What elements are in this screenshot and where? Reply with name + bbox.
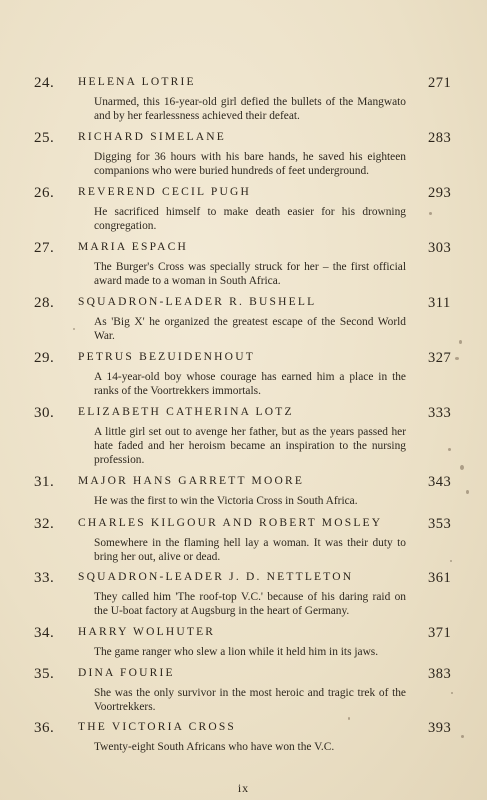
- entry-title: HELENA LOTRIE: [78, 76, 196, 88]
- entry-description: Digging for 36 hours with his bare hands, he saved his eighteen companions who were buried hundreds of feet underground.: [94, 151, 406, 177]
- entry-number: 26.: [34, 185, 55, 201]
- entry-page-number: 333: [428, 405, 452, 421]
- paper-speck: [459, 340, 462, 344]
- entry-title: HARRY WOLHUTER: [78, 626, 216, 638]
- entry-page-number: 311: [428, 295, 451, 311]
- entry-title: PETRUS BEZUIDENHOUT: [78, 351, 255, 363]
- paper-speck: [348, 717, 350, 720]
- entry-description: He sacrificed himself to make death easier for his drowning congregation.: [94, 206, 406, 232]
- paper-speck: [466, 490, 469, 494]
- entry-description: The game ranger who slew a lion while it held him in its jaws.: [94, 646, 379, 658]
- paper-speck: [73, 328, 75, 330]
- entry-page-number: 371: [428, 625, 452, 641]
- entry-title: CHARLES KILGOUR AND ROBERT MOSLEY: [78, 517, 383, 529]
- entry-description: As 'Big X' he organized the greatest escape of the Second World War.: [94, 316, 406, 342]
- entry-number: 34.: [34, 625, 55, 641]
- entry-page-number: 353: [428, 516, 452, 532]
- entry-title: THE VICTORIA CROSS: [78, 721, 237, 733]
- entry-title: SQUADRON-LEADER J. D. NETTLETON: [78, 571, 354, 583]
- entry-page-number: 361: [428, 570, 452, 586]
- entry-description: Unarmed, this 16-year-old girl defied the bullets of the Mangwato and by her fearlessness achieved their defeat.: [94, 96, 406, 122]
- entry-description: They called him 'The roof-top V.C.' because of his daring raid on the U-boat factory at Augsburg in the heart of Germany.: [94, 591, 406, 617]
- entry-description: A 14-year-old boy whose courage has earned him a place in the ranks of the Voortrekkers immortals.: [94, 371, 406, 397]
- paper-speck: [451, 692, 453, 694]
- entry-description: Twenty-eight South Africans who have won the V.C.: [94, 741, 335, 753]
- entry-number: 33.: [34, 570, 55, 586]
- paper-speck: [455, 357, 459, 360]
- entry-page-number: 293: [428, 185, 452, 201]
- entry-page-number: 327: [428, 350, 452, 366]
- paper-speck: [448, 448, 451, 451]
- entry-title: REVEREND CECIL PUGH: [78, 186, 251, 198]
- entry-number: 31.: [34, 474, 55, 490]
- entry-number: 29.: [34, 350, 55, 366]
- paper-speck: [460, 465, 464, 470]
- entry-title: ELIZABETH CATHERINA LOTZ: [78, 406, 294, 418]
- entry-number: 36.: [34, 720, 55, 736]
- entry-number: 28.: [34, 295, 55, 311]
- entry-title: DINA FOURIE: [78, 667, 175, 679]
- entry-title: RICHARD SIMELANE: [78, 131, 226, 143]
- entry-page-number: 303: [428, 240, 452, 256]
- entry-number: 24.: [34, 75, 55, 91]
- entry-number: 35.: [34, 666, 55, 682]
- entry-page-number: 343: [428, 474, 452, 490]
- paper-speck: [429, 212, 432, 215]
- entry-description: Somewhere in the flaming hell lay a woman. It was their duty to bring her out, alive or dead.: [94, 537, 406, 563]
- entry-title: MARIA ESPACH: [78, 241, 189, 253]
- paper-speck: [461, 735, 464, 738]
- entry-number: 30.: [34, 405, 55, 421]
- paper-speck: [450, 560, 452, 562]
- entry-title: MAJOR HANS GARRETT MOORE: [78, 475, 305, 487]
- entry-page-number: 271: [428, 75, 452, 91]
- page-folio: ix: [237, 781, 250, 795]
- entry-number: 27.: [34, 240, 55, 256]
- entry-number: 32.: [34, 516, 55, 532]
- entry-description: The Burger's Cross was specially struck for her – the first official award made to a woman in South Africa.: [94, 261, 406, 287]
- entry-number: 25.: [34, 130, 55, 146]
- entry-page-number: 283: [428, 130, 452, 146]
- entry-description: A little girl set out to avenge her father, but as the years passed her hate faded and her heroism became an inspiration to the nursing profession.: [94, 426, 406, 466]
- entry-title: SQUADRON-LEADER R. BUSHELL: [78, 296, 317, 308]
- entry-page-number: 393: [428, 720, 452, 736]
- entry-description: She was the only survivor in the most heroic and tragic trek of the Voortrekkers.: [94, 687, 406, 713]
- entry-description: He was the first to win the Victoria Cross in South Africa.: [94, 495, 358, 507]
- entry-page-number: 383: [428, 666, 452, 682]
